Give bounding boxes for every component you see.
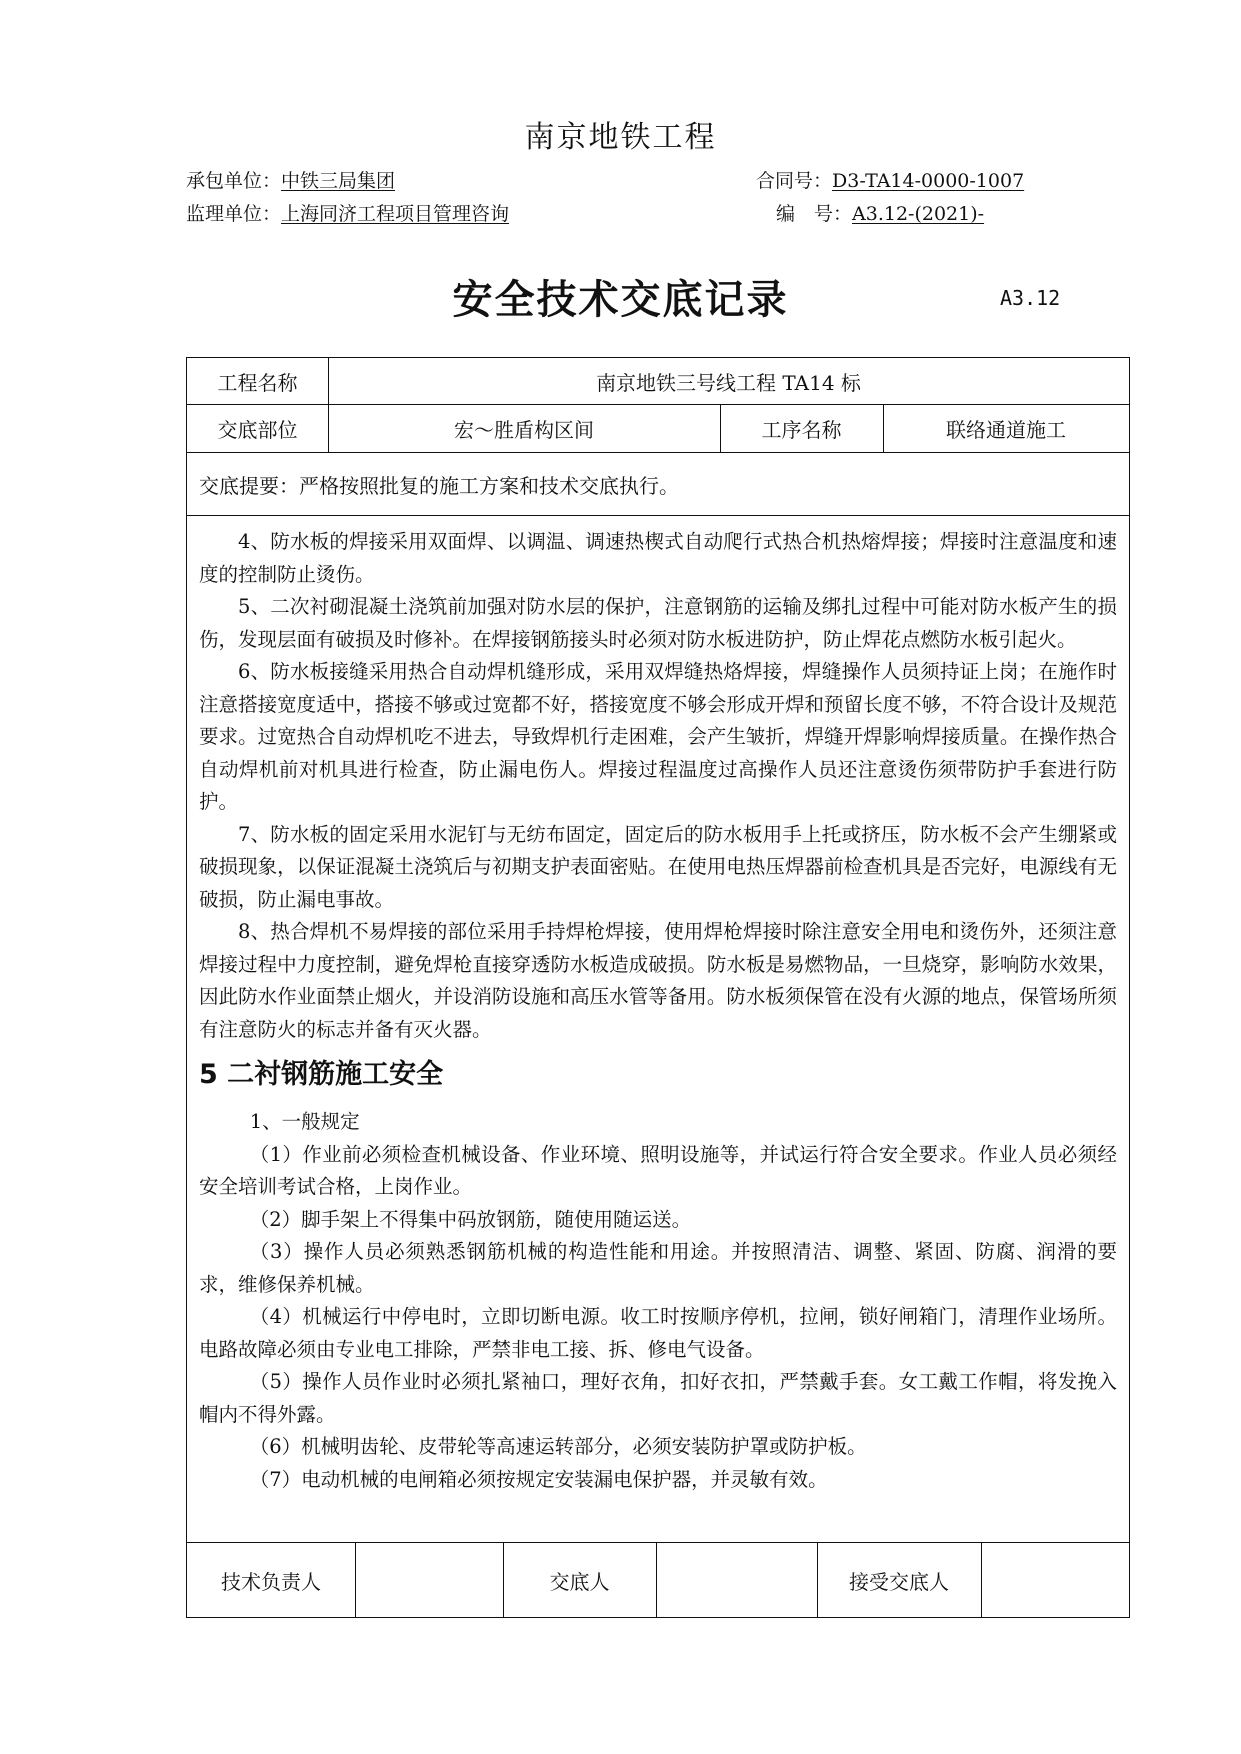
rule-4: （4）机械运行中停电时，立即切断电源。收工时按顺序停机，拉闸，锁好闸箱门，清理作业场所。电路故障必须由专业电工排除，严禁非电工接、拆、修电气设备。 bbox=[199, 1305, 1117, 1361]
part-label: 交底部位 bbox=[217, 418, 298, 442]
serial-line bbox=[776, 199, 984, 226]
rule-2: （2）脚手架上不得集中码放钢筋，随使用随运送。 bbox=[249, 1207, 692, 1231]
paragraph-6: 6、防水板接缝采用热合自动焊机缝形成，采用双焊缝热烙焊接，焊缝操作人员须持证上岗；在施作时注意搭接宽度适中，搭接不够或过宽都不好，搭接宽度不够会形成开焊和预留长度不够，不符合设计及规范要求。过宽热合自动焊机吃不进去，导致焊机行走困难，会产生皱折，焊缝开焊影响焊接质量。在操作热合自动焊机前对机具进行检查，防止漏电伤人。焊接过程温度过高操作人员还注意烫伤须带防护手套进行防护。 bbox=[199, 660, 1117, 813]
general-rules-heading: 1、一般规定 bbox=[249, 1110, 360, 1133]
presenter-label: 交底人 bbox=[549, 1569, 610, 1594]
rule-3: （3）操作人员必须熟悉钢筋机械的构造性能和用途。并按照清洁、调整、紧固、防腐、润滑的要求，维修保养机械。 bbox=[199, 1240, 1117, 1296]
project-name-row bbox=[187, 358, 1129, 405]
page-header: 南京地铁工程 bbox=[524, 120, 717, 155]
record-form bbox=[186, 357, 1130, 1618]
paragraph-4: 4、防水板的焊接采用双面焊、以调温、调速热楔式自动爬行式热合机热熔焊接；焊接时注意温度和速度的控制防止烫伤。 bbox=[199, 530, 1117, 586]
contract-no-value: D3-TA14-0000-1007 bbox=[832, 170, 1025, 192]
paragraph-5: 5、二次衬砌混凝土浇筑前加强对防水层的保护，注意钢筋的运输及绑扎过程中可能对防水板产生的损伤，发现层面有破损及时修补。在焊接钢筋接头时必须对防水板进防护，防止焊花点燃防水板引起火。 bbox=[199, 595, 1117, 651]
tech-lead-label: 技术负责人 bbox=[221, 1569, 321, 1594]
tech-lead-signature[interactable] bbox=[355, 1543, 503, 1617]
process-value: 联络通道施工 bbox=[946, 418, 1066, 442]
contractor-line bbox=[186, 166, 395, 193]
briefing-body bbox=[187, 516, 1129, 1542]
rule-5: （5）操作人员作业时必须扎紧袖口，理好衣角，扣好衣扣，严禁戴手套。女工戴工作帽，将发挽入帽内不得外露。 bbox=[199, 1370, 1117, 1426]
serial-value: A3.12-(2021)- bbox=[852, 203, 985, 225]
paragraph-8: 8、热合焊机不易焊接的部位采用手持焊枪焊接，使用焊枪焊接时除注意安全用电和烫伤外，还须注意焊接过程中力度控制，避免焊枪直接穿透防水板造成破损。防水板是易燃物品，一旦烧穿，影响防水效果，因此防水作业面禁止烟火，并设消防设施和高压水管等备用。防水板须保管在没有火源的地点，保管场所须有注意防火的标志并备有灭火器。 bbox=[199, 920, 1117, 1041]
receiver-signature[interactable] bbox=[981, 1543, 1129, 1617]
presenter-signature[interactable] bbox=[656, 1543, 817, 1617]
process-label: 工序名称 bbox=[761, 418, 842, 442]
part-row bbox=[187, 405, 1129, 453]
contract-no-line bbox=[756, 166, 1024, 193]
summary-text: 交底提要：严格按照批复的施工方案和技术交底执行。 bbox=[199, 473, 679, 498]
supervisor-label: 监理单位： bbox=[186, 203, 282, 225]
summary-row bbox=[187, 453, 1129, 516]
receiver-label: 接受交底人 bbox=[849, 1569, 949, 1594]
project-name-value: 南京地铁三号线工程 TA14 标 bbox=[596, 370, 861, 395]
serial-label: 编 号： bbox=[776, 203, 853, 225]
rule-6: （6）机械明齿轮、皮带轮等高速运转部分，必须安装防护罩或防护板。 bbox=[249, 1435, 867, 1458]
document-title: 安全技术交底记录 bbox=[452, 277, 789, 323]
contractor-label: 承包单位： bbox=[186, 170, 282, 192]
form-code: A3.12 bbox=[1000, 286, 1061, 310]
paragraph-7: 7、防水板的固定采用水泥钉与无纺布固定，固定后的防水板用手上托或挤压，防水板不会产生绷紧或破损现象，以保证混凝土浇筑后与初期支护表面密贴。在使用电热压焊器前检查机具是否完好，电源线有无破损，防止漏电事故。 bbox=[199, 822, 1117, 911]
supervisor-line bbox=[186, 199, 509, 226]
section-title: 5 二衬钢筋施工安全 bbox=[199, 1059, 444, 1090]
supervisor-value: 上海同济工程项目管理咨询 bbox=[281, 203, 510, 225]
rule-7: （7）电动机械的电闸箱必须按规定安装漏电保护器，并灵敏有效。 bbox=[249, 1467, 828, 1491]
project-name-label: 工程名称 bbox=[217, 370, 298, 395]
part-value: 宏～胜盾构区间 bbox=[454, 418, 594, 442]
signature-row bbox=[187, 1542, 1129, 1617]
contractor-value: 中铁三局集团 bbox=[281, 170, 396, 192]
rule-1: （1）作业前必须检查机械设备、作业环境、照明设施等，并试运行符合安全要求。作业人员必须经安全培训考试合格，上岗作业。 bbox=[199, 1142, 1117, 1198]
contract-no-label: 合同号： bbox=[756, 170, 833, 192]
